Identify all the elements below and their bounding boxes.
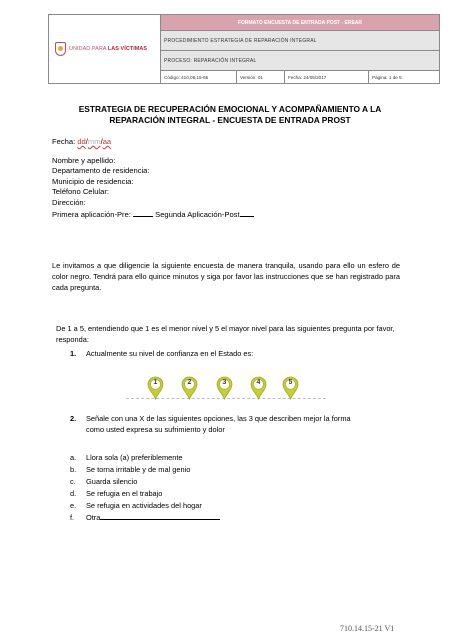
question-2: 2. Señale con una X de las siguientes opciones, las 3 que describen mejor la forma como usted expresa su sufrimiento y dolor <box>70 414 351 434</box>
document-meta <box>161 71 439 83</box>
doc-version: Versión: 01 <box>237 71 285 83</box>
rating-scale <box>126 374 326 404</box>
logo-text: UNIDAD PARA LAS VÍCTIMAS <box>69 46 148 52</box>
document-title: ESTRATEGIA DE RECUPERACIÓN EMOCIONAL Y ACOMPAÑAMIENTO A LA REPARACIÓN INTEGRAL - ENCUESTA DE ENTRADA PROST <box>78 104 382 125</box>
doc-date: Fecha: 24/05/2017 <box>285 71 369 83</box>
instructions-paragraph: Le invitamos a que diligencie la siguiente encuesta de manera tranquila, usando para ello un esfero de color negro. Tendrá para ello quince minutos y siga por favor las instrucciones que se han registrado para cada pregunta. <box>52 261 400 293</box>
scale-option-5[interactable]: 5 <box>282 376 299 400</box>
date-month[interactable]: mm <box>87 137 101 146</box>
date-field[interactable]: Fecha: dd/mm/aa <box>52 137 112 146</box>
application-field[interactable]: Primera aplicación-Pre: Segunda Aplicación-Post <box>52 209 254 221</box>
scale-option-3[interactable]: 3 <box>216 376 233 400</box>
procedure-name: PROCEDIMIENTO ESTRATEGIA DE REPARACIÓN INTEGRAL <box>161 31 439 51</box>
process-name: PROCESO: REPARACIÓN INTEGRAL <box>161 51 439 71</box>
department-field[interactable]: Departamento de residencia: <box>52 166 150 176</box>
coat-of-arms-icon <box>55 42 66 56</box>
doc-page: Página: 1 de 5 <box>372 74 402 80</box>
respondent-fields <box>52 137 254 220</box>
document-code-footer: 710.14.15-21 V1 <box>340 624 395 633</box>
first-application-blank[interactable] <box>133 209 153 217</box>
doc-code: Código: 410,08,15-65 <box>161 71 237 83</box>
second-application-blank[interactable] <box>240 209 254 217</box>
name-field[interactable]: Nombre y apellido: <box>52 155 116 165</box>
date-year[interactable]: aa <box>102 137 112 146</box>
document-header <box>48 14 440 84</box>
logo <box>49 15 161 83</box>
scale-option-2[interactable]: 2 <box>181 376 198 400</box>
scale-option-4[interactable]: 4 <box>250 376 267 400</box>
question-1: 1. Actualmente su nivel de confianza en el Estado es: <box>70 349 254 358</box>
scale-option-1[interactable]: 1 <box>147 376 164 400</box>
address-field[interactable]: Dirección: <box>52 197 86 207</box>
format-title: FORMATO ENCUESTA DE ENTRADA POST - EREAR <box>161 15 439 31</box>
scale-instructions: De 1 a 5, entendiendo que 1 es el menor nivel y 5 el mayor nivel para las siguientes pregunta por favor, responda: <box>56 324 395 344</box>
other-blank[interactable] <box>100 512 220 520</box>
date-day[interactable]: dd <box>77 137 86 146</box>
municipality-field[interactable]: Municipio de residencia: <box>52 176 134 186</box>
phone-field[interactable]: Teléfono Celular: <box>52 187 109 197</box>
